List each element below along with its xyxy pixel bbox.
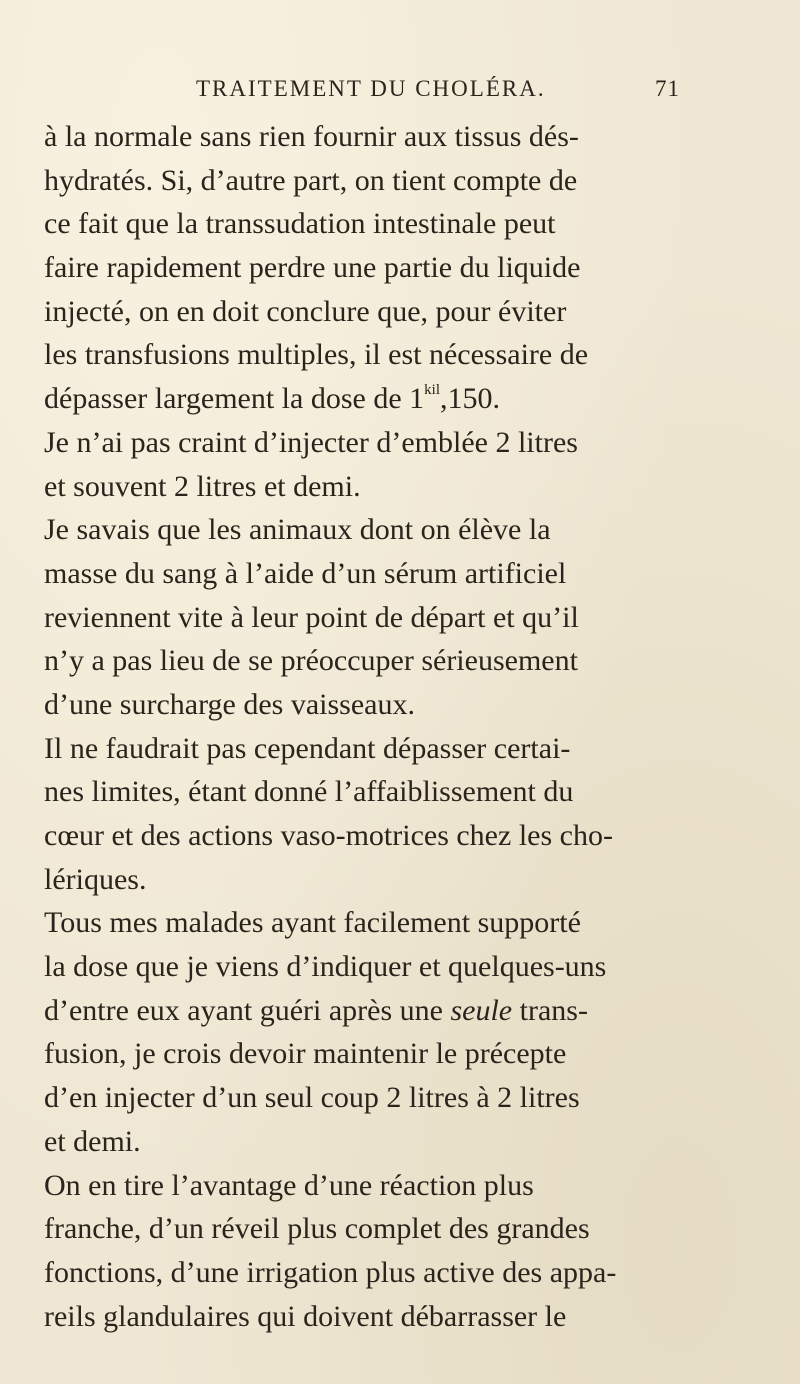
text-line: à la normale sans rien fournir aux tissus dés- (44, 120, 579, 153)
text-line: d’une surcharge des vaisseaux. (44, 687, 415, 721)
text-segment: ,150. (440, 382, 500, 416)
text-line: Tous mes malades ayant facilement supporté (44, 906, 581, 940)
text-line: On en tire l’avantage d’une réaction plus (44, 1168, 534, 1202)
body-text (44, 115, 708, 1338)
text-line: Je n’ai pas craint d’injecter d’emblée 2 litres (44, 425, 578, 459)
italic-emphasis: seule (450, 993, 513, 1027)
chapter-title: TRAITEMENT DU CHOLÉRA. (196, 76, 546, 101)
text-line: lériques. (44, 862, 147, 896)
text-line: reviennent vite à leur point de départ et qu’il (44, 600, 579, 634)
page-number: 71 (655, 76, 680, 101)
text-line: Il ne faudrait pas cependant dépasser certai- (44, 731, 571, 765)
text-segment: trans- (512, 993, 588, 1027)
text-line: injecté, on en doit conclure que, pour éviter (44, 294, 567, 328)
text-line: reils glandulaires qui doivent débarrasser le (44, 1299, 567, 1333)
text-line (44, 989, 708, 1033)
text-line: cœur et des actions vaso-motrices chez les cho- (44, 819, 613, 852)
text-line: hydratés. Si, d’autre part, on tient compte de (44, 163, 578, 197)
text-line: franche, d’un réveil plus complet des grandes (44, 1212, 590, 1246)
text-line: n’y a pas lieu de se préoccuper sérieusement (44, 644, 578, 678)
unit-superscript: kil (424, 382, 440, 399)
text-line: et souvent 2 litres et demi. (44, 469, 361, 503)
text-line: la dose que je viens d’indiquer et quelques-uns (44, 950, 607, 984)
text-line (44, 377, 708, 421)
text-line: masse du sang à l’aide d’un sérum artificiel (44, 556, 567, 590)
text-segment: dépasser largement la dose de 1 (44, 382, 425, 416)
text-line: ce fait que la transsudation intestinale peut (44, 207, 556, 241)
text-line: fusion, je crois devoir maintenir le précepte (44, 1037, 567, 1071)
text-line: fonctions, d’une irrigation plus active des appa- (44, 1255, 617, 1289)
text-line: d’en injecter d’un seul coup 2 litres à 2 litres (44, 1081, 580, 1115)
text-line: nes limites, étant donné l’affaiblissement du (44, 775, 574, 809)
text-segment: d’entre eux ayant guéri après une (44, 993, 451, 1027)
text-line: faire rapidement perdre une partie du liquide (44, 251, 581, 285)
text-line: et demi. (44, 1124, 141, 1158)
text-line: Je savais que les animaux dont on élève la (44, 513, 551, 547)
text-line: les transfusions multiples, il est nécessaire de (44, 338, 589, 372)
